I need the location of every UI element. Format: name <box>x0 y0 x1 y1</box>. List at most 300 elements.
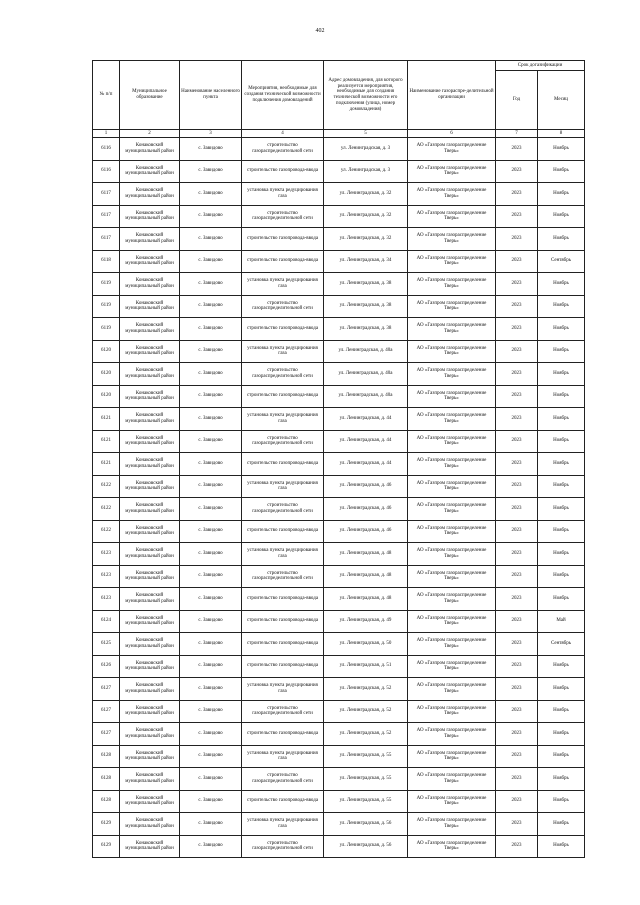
cell-year: 2023 <box>496 768 538 791</box>
cell-locality: с. Завидово <box>180 475 242 498</box>
cell-municipality: Конаковский муниципальный район <box>120 138 180 161</box>
header-address: Адрес домовладения, для которого реализуется мероприятия, необходимые для создания технической возможности его подключения (улица, номер домовладения) <box>324 61 408 130</box>
header-year: Год <box>496 71 538 130</box>
cell-org: АО «Газпром газораспределение Тверь» <box>408 565 496 588</box>
cell-year: 2023 <box>496 183 538 206</box>
table-row <box>93 565 585 588</box>
cell-address: ул. Ленинградская, д. 49 <box>324 610 408 633</box>
cell-year: 2023 <box>496 430 538 453</box>
cell-year: 2023 <box>496 543 538 566</box>
cell-activity: строительство газораспределительной сети <box>242 700 324 723</box>
cell-num: 6120 <box>93 385 120 408</box>
cell-locality: с. Завидово <box>180 273 242 296</box>
cell-address: ул. Ленинградская, д. 55 <box>324 745 408 768</box>
cell-address: ул. Ленинградская, д. 40а <box>324 363 408 386</box>
cell-num: 6119 <box>93 318 120 341</box>
cell-activity: установка пункта редуцирования газа <box>242 475 324 498</box>
cell-year: 2023 <box>496 318 538 341</box>
cell-municipality: Конаковский муниципальный район <box>120 363 180 386</box>
cell-month: Ноябрь <box>538 745 585 768</box>
cell-locality: с. Завидово <box>180 700 242 723</box>
cell-activity: строительство газопровода-ввода <box>242 610 324 633</box>
cell-municipality: Конаковский муниципальный район <box>120 408 180 431</box>
column-number: 6 <box>408 130 496 138</box>
cell-year: 2023 <box>496 835 538 858</box>
cell-year: 2023 <box>496 723 538 746</box>
cell-month: Ноябрь <box>538 205 585 228</box>
cell-month: Ноябрь <box>538 543 585 566</box>
cell-address: ул. Ленинградская, д. 55 <box>324 790 408 813</box>
header-term: Срок догазификации <box>496 61 585 71</box>
cell-year: 2023 <box>496 250 538 273</box>
cell-address: ул. Ленинградская, д. 44 <box>324 408 408 431</box>
cell-locality: с. Завидово <box>180 723 242 746</box>
cell-municipality: Конаковский муниципальный район <box>120 385 180 408</box>
table-row <box>93 250 585 273</box>
table-row <box>93 273 585 296</box>
cell-address: ул. Ленинградская, д. 32 <box>324 228 408 251</box>
cell-num: 6117 <box>93 228 120 251</box>
cell-locality: с. Завидово <box>180 835 242 858</box>
cell-year: 2023 <box>496 205 538 228</box>
table-row <box>93 183 585 206</box>
column-number: 5 <box>324 130 408 138</box>
cell-org: АО «Газпром газораспределение Тверь» <box>408 768 496 791</box>
cell-num: 6121 <box>93 453 120 476</box>
cell-activity: строительство газопровода-ввода <box>242 228 324 251</box>
cell-municipality: Конаковский муниципальный район <box>120 250 180 273</box>
cell-activity: установка пункта редуцирования газа <box>242 408 324 431</box>
cell-municipality: Конаковский муниципальный район <box>120 610 180 633</box>
table-row <box>93 138 585 161</box>
cell-year: 2023 <box>496 520 538 543</box>
cell-month: Ноябрь <box>538 520 585 543</box>
cell-activity: строительство газопровода-ввода <box>242 655 324 678</box>
cell-address: ул. Ленинградская, д. 46 <box>324 520 408 543</box>
header-month: Месяц <box>538 71 585 130</box>
cell-num: 6126 <box>93 655 120 678</box>
cell-num: 6118 <box>93 250 120 273</box>
cell-locality: с. Завидово <box>180 588 242 611</box>
cell-org: АО «Газпром газораспределение Тверь» <box>408 228 496 251</box>
cell-month: Ноябрь <box>538 318 585 341</box>
cell-month: Ноябрь <box>538 160 585 183</box>
cell-activity: строительство газопровода-ввода <box>242 250 324 273</box>
cell-org: АО «Газпром газораспределение Тверь» <box>408 273 496 296</box>
cell-num: 6116 <box>93 138 120 161</box>
cell-activity: строительство газопровода-ввода <box>242 520 324 543</box>
cell-municipality: Конаковский муниципальный район <box>120 655 180 678</box>
cell-activity: установка пункта редуцирования газа <box>242 813 324 836</box>
cell-num: 6122 <box>93 520 120 543</box>
cell-address: ул. Ленинградская, д. 46 <box>324 475 408 498</box>
cell-address: ул. Ленинградская, д. 52 <box>324 723 408 746</box>
cell-year: 2023 <box>496 295 538 318</box>
cell-activity: строительство газораспределительной сети <box>242 138 324 161</box>
cell-org: АО «Газпром газораспределение Тверь» <box>408 700 496 723</box>
table-row <box>93 228 585 251</box>
cell-num: 6125 <box>93 633 120 656</box>
cell-municipality: Конаковский муниципальный район <box>120 723 180 746</box>
cell-year: 2023 <box>496 363 538 386</box>
cell-num: 6129 <box>93 813 120 836</box>
cell-municipality: Конаковский муниципальный район <box>120 430 180 453</box>
cell-month: Ноябрь <box>538 700 585 723</box>
cell-year: 2023 <box>496 790 538 813</box>
cell-org: АО «Газпром газораспределение Тверь» <box>408 610 496 633</box>
cell-address: ул. Ленинградская, д. 50 <box>324 633 408 656</box>
cell-locality: с. Завидово <box>180 610 242 633</box>
cell-activity: строительство газопровода-ввода <box>242 385 324 408</box>
cell-address: ул. Ленинградская, д. 38 <box>324 318 408 341</box>
cell-activity: строительство газопровода-ввода <box>242 723 324 746</box>
cell-address: ул. Ленинградская, д. 40а <box>324 385 408 408</box>
cell-municipality: Конаковский муниципальный район <box>120 813 180 836</box>
cell-year: 2023 <box>496 588 538 611</box>
cell-activity: строительство газораспределительной сети <box>242 430 324 453</box>
cell-municipality: Конаковский муниципальный район <box>120 678 180 701</box>
cell-month: Ноябрь <box>538 678 585 701</box>
cell-address: ул. Ленинградская, д. 48 <box>324 588 408 611</box>
cell-year: 2023 <box>496 700 538 723</box>
cell-locality: с. Завидово <box>180 813 242 836</box>
cell-municipality: Конаковский муниципальный район <box>120 273 180 296</box>
table-row <box>93 745 585 768</box>
page-number: 402 <box>315 28 325 34</box>
cell-municipality: Конаковский муниципальный район <box>120 228 180 251</box>
cell-org: АО «Газпром газораспределение Тверь» <box>408 363 496 386</box>
cell-municipality: Конаковский муниципальный район <box>120 160 180 183</box>
cell-activity: строительство газопровода-ввода <box>242 160 324 183</box>
cell-activity: строительство газопровода-ввода <box>242 453 324 476</box>
cell-org: АО «Газпром газораспределение Тверь» <box>408 250 496 273</box>
cell-month: Ноябрь <box>538 385 585 408</box>
cell-municipality: Конаковский муниципальный район <box>120 700 180 723</box>
cell-activity: установка пункта редуцирования газа <box>242 273 324 296</box>
cell-activity: установка пункта редуцирования газа <box>242 678 324 701</box>
cell-locality: с. Завидово <box>180 160 242 183</box>
cell-address: ул. Ленинградская, д. 32 <box>324 183 408 206</box>
column-number: 1 <box>93 130 120 138</box>
cell-num: 6122 <box>93 498 120 521</box>
cell-address: ул. Ленинградская, д. 32 <box>324 205 408 228</box>
cell-year: 2023 <box>496 745 538 768</box>
cell-num: 6116 <box>93 160 120 183</box>
cell-locality: с. Завидово <box>180 745 242 768</box>
cell-num: 6127 <box>93 678 120 701</box>
cell-locality: с. Завидово <box>180 205 242 228</box>
table-row <box>93 408 585 431</box>
table-row <box>93 520 585 543</box>
cell-month: Ноябрь <box>538 813 585 836</box>
cell-org: АО «Газпром газораспределение Тверь» <box>408 633 496 656</box>
cell-locality: с. Завидово <box>180 543 242 566</box>
cell-num: 6117 <box>93 183 120 206</box>
cell-municipality: Конаковский муниципальный район <box>120 295 180 318</box>
table-row <box>93 835 585 858</box>
cell-address: ул. Ленинградская, д. 56 <box>324 813 408 836</box>
cell-municipality: Конаковский муниципальный район <box>120 318 180 341</box>
cell-locality: с. Завидово <box>180 520 242 543</box>
table-row <box>93 723 585 746</box>
table-body <box>93 138 585 858</box>
cell-org: АО «Газпром газораспределение Тверь» <box>408 813 496 836</box>
cell-activity: строительство газораспределительной сети <box>242 768 324 791</box>
cell-address: ул. Ленинградская, д. 3 <box>324 160 408 183</box>
cell-locality: с. Завидово <box>180 678 242 701</box>
cell-locality: с. Завидово <box>180 408 242 431</box>
cell-address: ул. Ленинградская, д. 44 <box>324 430 408 453</box>
cell-locality: с. Завидово <box>180 250 242 273</box>
table-row <box>93 678 585 701</box>
cell-month: Ноябрь <box>538 408 585 431</box>
cell-locality: с. Завидово <box>180 295 242 318</box>
cell-month: Ноябрь <box>538 723 585 746</box>
table-row <box>93 430 585 453</box>
cell-locality: с. Завидово <box>180 430 242 453</box>
cell-month: Май <box>538 610 585 633</box>
cell-address: ул. Ленинградская, д. 46 <box>324 498 408 521</box>
cell-municipality: Конаковский муниципальный район <box>120 565 180 588</box>
cell-year: 2023 <box>496 408 538 431</box>
cell-org: АО «Газпром газораспределение Тверь» <box>408 588 496 611</box>
table-row <box>93 453 585 476</box>
cell-activity: установка пункта редуцирования газа <box>242 543 324 566</box>
cell-municipality: Конаковский муниципальный район <box>120 475 180 498</box>
cell-month: Ноябрь <box>538 565 585 588</box>
cell-org: АО «Газпром газораспределение Тверь» <box>408 340 496 363</box>
cell-org: АО «Газпром газораспределение Тверь» <box>408 430 496 453</box>
cell-num: 6120 <box>93 340 120 363</box>
column-number: 7 <box>496 130 538 138</box>
cell-municipality: Конаковский муниципальный район <box>120 790 180 813</box>
cell-activity: строительство газораспределительной сети <box>242 205 324 228</box>
cell-month: Ноябрь <box>538 588 585 611</box>
cell-address: ул. Ленинградская, д. 3 <box>324 138 408 161</box>
table-row <box>93 160 585 183</box>
table-row <box>93 543 585 566</box>
cell-address: ул. Ленинградская, д. 34 <box>324 250 408 273</box>
cell-year: 2023 <box>496 655 538 678</box>
cell-municipality: Конаковский муниципальный район <box>120 520 180 543</box>
cell-org: АО «Газпром газораспределение Тверь» <box>408 160 496 183</box>
cell-municipality: Конаковский муниципальный район <box>120 835 180 858</box>
cell-num: 6128 <box>93 745 120 768</box>
cell-address: ул. Ленинградская, д. 44 <box>324 453 408 476</box>
cell-month: Ноябрь <box>538 430 585 453</box>
table-row <box>93 295 585 318</box>
cell-activity: строительство газораспределительной сети <box>242 498 324 521</box>
cell-year: 2023 <box>496 813 538 836</box>
header-municipality: Муниципальное образование <box>120 61 180 130</box>
cell-address: ул. Ленинградская, д. 51 <box>324 655 408 678</box>
cell-month: Ноябрь <box>538 475 585 498</box>
table-row <box>93 588 585 611</box>
cell-num: 6123 <box>93 565 120 588</box>
cell-month: Ноябрь <box>538 363 585 386</box>
column-number: 8 <box>538 130 585 138</box>
cell-year: 2023 <box>496 610 538 633</box>
cell-municipality: Конаковский муниципальный район <box>120 633 180 656</box>
cell-month: Ноябрь <box>538 273 585 296</box>
cell-year: 2023 <box>496 273 538 296</box>
cell-org: АО «Газпром газораспределение Тверь» <box>408 745 496 768</box>
cell-num: 6121 <box>93 430 120 453</box>
table-row <box>93 768 585 791</box>
header-locality: Наименование населенного пункта <box>180 61 242 130</box>
cell-num: 6128 <box>93 768 120 791</box>
cell-org: АО «Газпром газораспределение Тверь» <box>408 475 496 498</box>
cell-activity: строительство газораспределительной сети <box>242 565 324 588</box>
cell-locality: с. Завидово <box>180 318 242 341</box>
cell-address: ул. Ленинградская, д. 38 <box>324 295 408 318</box>
cell-org: АО «Газпром газораспределение Тверь» <box>408 520 496 543</box>
table-row <box>93 700 585 723</box>
cell-year: 2023 <box>496 228 538 251</box>
cell-activity: установка пункта редуцирования газа <box>242 183 324 206</box>
cell-locality: с. Завидово <box>180 385 242 408</box>
cell-municipality: Конаковский муниципальный район <box>120 183 180 206</box>
cell-locality: с. Завидово <box>180 340 242 363</box>
cell-num: 6117 <box>93 205 120 228</box>
cell-municipality: Конаковский муниципальный район <box>120 340 180 363</box>
cell-municipality: Конаковский муниципальный район <box>120 498 180 521</box>
gasification-table <box>92 60 585 858</box>
cell-address: ул. Ленинградская, д. 40а <box>324 340 408 363</box>
cell-org: АО «Газпром газораспределение Тверь» <box>408 138 496 161</box>
cell-activity: строительство газораспределительной сети <box>242 363 324 386</box>
header-activity: Мероприятия, необходимые для создания технической возможности подключения домовладений <box>242 61 324 130</box>
cell-month: Ноябрь <box>538 498 585 521</box>
cell-num: 6123 <box>93 588 120 611</box>
cell-municipality: Конаковский муниципальный район <box>120 588 180 611</box>
cell-activity: строительство газопровода-ввода <box>242 633 324 656</box>
table-row <box>93 655 585 678</box>
cell-month: Ноябрь <box>538 453 585 476</box>
cell-activity: установка пункта редуцирования газа <box>242 745 324 768</box>
cell-num: 6119 <box>93 295 120 318</box>
cell-org: АО «Газпром газораспределение Тверь» <box>408 453 496 476</box>
cell-month: Ноябрь <box>538 655 585 678</box>
cell-month: Ноябрь <box>538 340 585 363</box>
cell-activity: строительство газопровода-ввода <box>242 588 324 611</box>
cell-address: ул. Ленинградская, д. 48 <box>324 565 408 588</box>
header-org: Наименование газораспре-делительной организации <box>408 61 496 130</box>
cell-num: 6120 <box>93 363 120 386</box>
cell-activity: строительство газораспределительной сети <box>242 835 324 858</box>
cell-locality: с. Завидово <box>180 655 242 678</box>
cell-year: 2023 <box>496 340 538 363</box>
cell-locality: с. Завидово <box>180 363 242 386</box>
cell-locality: с. Завидово <box>180 228 242 251</box>
cell-org: АО «Газпром газораспределение Тверь» <box>408 498 496 521</box>
cell-municipality: Конаковский муниципальный район <box>120 543 180 566</box>
cell-year: 2023 <box>496 453 538 476</box>
cell-year: 2023 <box>496 678 538 701</box>
cell-year: 2023 <box>496 633 538 656</box>
cell-activity: строительство газораспределительной сети <box>242 295 324 318</box>
cell-month: Ноябрь <box>538 183 585 206</box>
table-row <box>93 340 585 363</box>
cell-org: АО «Газпром газораспределение Тверь» <box>408 723 496 746</box>
cell-year: 2023 <box>496 385 538 408</box>
cell-num: 6119 <box>93 273 120 296</box>
cell-year: 2023 <box>496 565 538 588</box>
cell-year: 2023 <box>496 138 538 161</box>
cell-year: 2023 <box>496 160 538 183</box>
cell-municipality: Конаковский муниципальный район <box>120 453 180 476</box>
cell-month: Ноябрь <box>538 768 585 791</box>
cell-org: АО «Газпром газораспределение Тверь» <box>408 385 496 408</box>
cell-activity: строительство газопровода-ввода <box>242 790 324 813</box>
cell-num: 6121 <box>93 408 120 431</box>
column-number: 4 <box>242 130 324 138</box>
column-number-row <box>93 130 585 138</box>
cell-org: АО «Газпром газораспределение Тверь» <box>408 183 496 206</box>
cell-month: Сентябрь <box>538 250 585 273</box>
cell-num: 6127 <box>93 723 120 746</box>
cell-month: Ноябрь <box>538 790 585 813</box>
cell-org: АО «Газпром газораспределение Тверь» <box>408 655 496 678</box>
cell-address: ул. Ленинградская, д. 56 <box>324 835 408 858</box>
table-row <box>93 790 585 813</box>
cell-num: 6128 <box>93 790 120 813</box>
cell-num: 6124 <box>93 610 120 633</box>
cell-org: АО «Газпром газораспределение Тверь» <box>408 678 496 701</box>
column-number: 3 <box>180 130 242 138</box>
cell-year: 2023 <box>496 475 538 498</box>
cell-municipality: Конаковский муниципальный район <box>120 768 180 791</box>
cell-address: ул. Ленинградская, д. 55 <box>324 768 408 791</box>
cell-month: Сентябрь <box>538 633 585 656</box>
table-row <box>93 610 585 633</box>
cell-year: 2023 <box>496 498 538 521</box>
cell-org: АО «Газпром газораспределение Тверь» <box>408 790 496 813</box>
table-row <box>93 813 585 836</box>
cell-locality: с. Завидово <box>180 453 242 476</box>
cell-activity: установка пункта редуцирования газа <box>242 340 324 363</box>
cell-month: Ноябрь <box>538 138 585 161</box>
column-number: 2 <box>120 130 180 138</box>
cell-org: АО «Газпром газораспределение Тверь» <box>408 295 496 318</box>
cell-num: 6127 <box>93 700 120 723</box>
cell-num: 6122 <box>93 475 120 498</box>
header-num: № п/п <box>93 61 120 130</box>
table-row <box>93 205 585 228</box>
table-row <box>93 385 585 408</box>
table-row <box>93 475 585 498</box>
cell-month: Ноябрь <box>538 295 585 318</box>
cell-municipality: Конаковский муниципальный район <box>120 745 180 768</box>
cell-locality: с. Завидово <box>180 790 242 813</box>
table-row <box>93 363 585 386</box>
cell-address: ул. Ленинградская, д. 52 <box>324 678 408 701</box>
cell-activity: строительство газопровода-ввода <box>242 318 324 341</box>
cell-address: ул. Ленинградская, д. 52 <box>324 700 408 723</box>
table-row <box>93 498 585 521</box>
table-row <box>93 318 585 341</box>
cell-org: АО «Газпром газораспределение Тверь» <box>408 835 496 858</box>
cell-locality: с. Завидово <box>180 498 242 521</box>
cell-org: АО «Газпром газораспределение Тверь» <box>408 543 496 566</box>
cell-locality: с. Завидово <box>180 138 242 161</box>
cell-org: АО «Газпром газораспределение Тверь» <box>408 205 496 228</box>
table-row <box>93 633 585 656</box>
cell-num: 6129 <box>93 835 120 858</box>
cell-address: ул. Ленинградская, д. 38 <box>324 273 408 296</box>
cell-municipality: Конаковский муниципальный район <box>120 205 180 228</box>
cell-num: 6123 <box>93 543 120 566</box>
